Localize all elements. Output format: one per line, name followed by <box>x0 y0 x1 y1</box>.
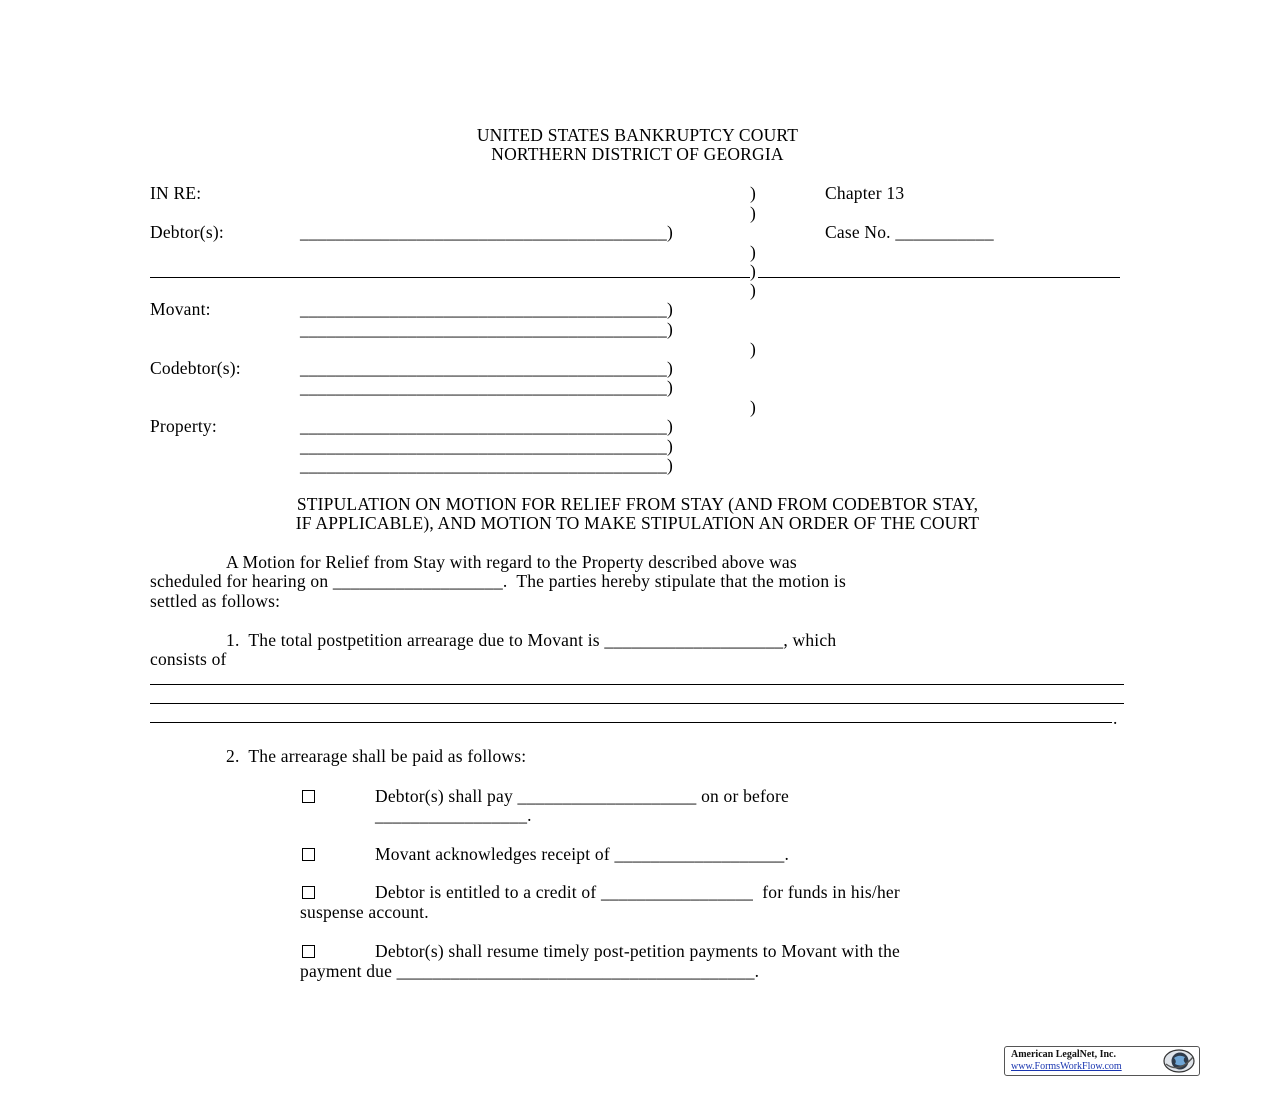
movant-label: Movant: <box>150 299 211 319</box>
property-label: Property: <box>150 416 217 436</box>
checkbox-resume-payments[interactable] <box>302 945 315 958</box>
publisher-link[interactable]: www.FormsWorkFlow.com <box>1011 1061 1122 1072</box>
intro-line-3: settled as follows: <box>150 591 281 611</box>
option-resume-payments-line-2[interactable]: payment due ________________________________________. <box>300 961 760 981</box>
property-field[interactable]: _________________________________________) <box>300 436 673 456</box>
globe-logo-icon <box>1162 1048 1196 1074</box>
document-title-line-2: IF APPLICABLE), AND MOTION TO MAKE STIPULATION AN ORDER OF THE COURT <box>295 513 980 533</box>
caption-paren: ) <box>750 339 757 359</box>
option-debtor-pay-line-2[interactable]: _________________. <box>375 805 532 825</box>
movant-field[interactable]: _________________________________________) <box>300 299 673 319</box>
codebtors-label: Codebtor(s): <box>150 358 241 378</box>
movant-field[interactable]: _________________________________________) <box>300 319 673 339</box>
caption-divider-right <box>758 277 1120 278</box>
intro-line-2[interactable]: scheduled for hearing on ___________________. The parties hereby stipulate that the motion is <box>150 571 846 591</box>
item2-heading: 2. The arrearage shall be paid as follows: <box>226 746 527 766</box>
option-debtor-credit-line-2: suspense account. <box>300 902 429 922</box>
arrearage-detail-line[interactable] <box>150 684 1124 685</box>
property-field[interactable]: _________________________________________) <box>300 455 673 475</box>
arrearage-detail-line[interactable] <box>150 722 1112 723</box>
caption-paren: ) <box>750 261 757 281</box>
item1-line-2: consists of <box>150 649 227 669</box>
court-name: UNITED STATES BANKRUPTCY COURT <box>476 125 799 145</box>
intro-line-1: A Motion for Relief from Stay with regard to the Property described above was <box>226 552 797 572</box>
case-number-field[interactable]: Case No. ___________ <box>825 222 994 242</box>
item1-period: . <box>1113 708 1118 728</box>
caption-paren: ) <box>750 242 757 262</box>
caption-paren: ) <box>750 280 757 300</box>
option-movant-receipt[interactable]: Movant acknowledges receipt of ___________________. <box>375 844 790 864</box>
caption-paren: ) <box>750 397 757 417</box>
caption-paren: ) <box>750 183 757 203</box>
option-resume-payments-line-1: Debtor(s) shall resume timely post-petition payments to Movant with the <box>375 941 901 961</box>
debtors-field[interactable]: _________________________________________) <box>300 222 673 242</box>
property-field[interactable]: _________________________________________) <box>300 416 673 436</box>
district-name: NORTHERN DISTRICT OF GEORGIA <box>491 144 784 164</box>
checkbox-debtor-pay[interactable] <box>302 790 315 803</box>
option-debtor-pay-line-1[interactable]: Debtor(s) shall pay ____________________ on or before <box>375 786 789 806</box>
option-debtor-credit-line-1[interactable]: Debtor is entitled to a credit of _________________ for funds in his/her <box>375 882 900 902</box>
arrearage-detail-line[interactable] <box>150 703 1124 704</box>
item1-line-1[interactable]: 1. The total postpetition arrearage due to Movant is ____________________, which <box>226 630 837 650</box>
chapter-label: Chapter 13 <box>825 183 905 203</box>
publisher-name: American LegalNet, Inc. <box>1011 1049 1116 1060</box>
codebtors-field[interactable]: _________________________________________) <box>300 377 673 397</box>
checkbox-movant-receipt[interactable] <box>302 848 315 861</box>
codebtors-field[interactable]: _________________________________________) <box>300 358 673 378</box>
in-re-label: IN RE: <box>150 183 202 203</box>
document-title-line-1: STIPULATION ON MOTION FOR RELIEF FROM STAY (AND FROM CODEBTOR STAY, <box>296 494 979 514</box>
debtors-label: Debtor(s): <box>150 222 224 242</box>
caption-paren: ) <box>750 203 757 223</box>
checkbox-debtor-credit[interactable] <box>302 886 315 899</box>
caption-divider-left <box>150 277 750 278</box>
publisher-badge <box>1004 1046 1200 1076</box>
